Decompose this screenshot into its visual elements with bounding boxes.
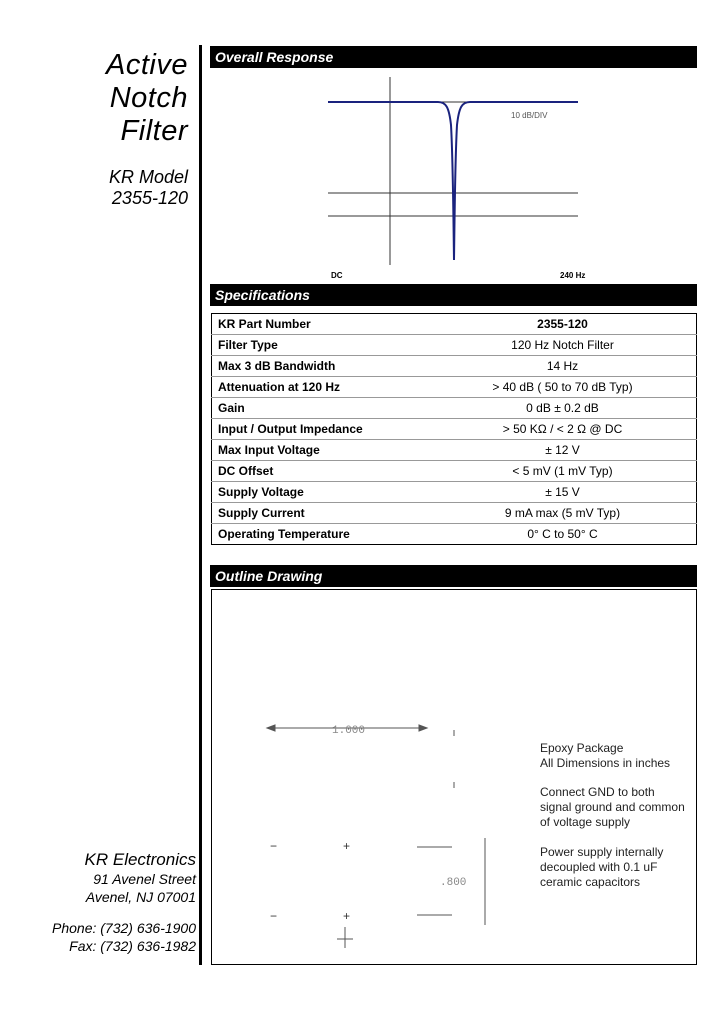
width-arrow-right [419, 725, 427, 731]
note-line: ceramic capacitors [540, 875, 641, 889]
spec-value: 9 mA max (5 mV Typ) [429, 503, 697, 524]
table-row [212, 482, 697, 503]
response-chart [320, 75, 590, 285]
model-number: 2355-120 [111, 188, 188, 208]
spec-value: 0 dB ± 0.2 dB [429, 398, 697, 419]
pin-plus-top: + [343, 839, 351, 853]
title-line-3: Filter [120, 115, 188, 147]
note-line: Power supply internally [540, 845, 664, 859]
spec-label: DC Offset [212, 461, 430, 482]
spec-label: Max 3 dB Bandwidth [212, 356, 430, 377]
outline-note-3 [540, 845, 663, 890]
section-header-specifications: Specifications [210, 284, 697, 306]
table-row [212, 503, 697, 524]
chart-x-left-label: DC [331, 271, 343, 280]
company-phone: Phone: (732) 636-1900 [52, 920, 196, 936]
spec-label: Operating Temperature [212, 524, 430, 545]
width-arrow-left [267, 725, 275, 731]
model-label: KR Model [108, 167, 188, 187]
outline-note-1 [540, 741, 670, 771]
table-row [212, 461, 697, 482]
height-dimension-value: .800 [440, 877, 467, 889]
spec-label: Supply Current [212, 503, 430, 524]
spec-value: > 50 KΩ / < 2 Ω @ DC [429, 419, 697, 440]
note-line: All Dimensions in inches [540, 756, 671, 770]
table-row [212, 314, 697, 335]
pin-minus-bottom: − [270, 909, 278, 923]
chart-scale-label: 10 dB/DIV [511, 111, 548, 120]
spec-value: > 40 dB ( 50 to 70 dB Typ) [429, 377, 697, 398]
note-line: of voltage supply [540, 815, 631, 829]
table-row [212, 356, 697, 377]
table-row [212, 440, 697, 461]
company-fax: Fax: (732) 636-1982 [69, 938, 196, 954]
table-row [212, 524, 697, 545]
spec-value: 120 Hz Notch Filter [429, 335, 697, 356]
spec-label: Attenuation at 120 Hz [212, 377, 430, 398]
spec-label: KR Part Number [212, 314, 430, 335]
section-header-outline: Outline Drawing [210, 565, 697, 587]
width-dimension-value: 1.000 [332, 725, 366, 737]
divider-line [199, 45, 202, 965]
spec-value: 2355-120 [429, 314, 697, 335]
outline-note-2 [540, 785, 685, 830]
table-row [212, 377, 697, 398]
outline-drawing [212, 590, 512, 964]
title-line-1: Active [106, 49, 188, 81]
spec-label: Gain [212, 398, 430, 419]
pin-minus-top: − [270, 839, 278, 853]
note-line: Connect GND to both [540, 785, 655, 799]
section-header-response: Overall Response [210, 46, 697, 68]
spec-label: Filter Type [212, 335, 430, 356]
note-line: signal ground and common [540, 800, 685, 814]
specs-table [211, 313, 697, 545]
spec-label: Max Input Voltage [212, 440, 430, 461]
table-row [212, 398, 697, 419]
company-city: Avenel, NJ 07001 [85, 889, 196, 905]
spec-label: Input / Output Impedance [212, 419, 430, 440]
spec-label: Supply Voltage [212, 482, 430, 503]
company-name: KR Electronics [84, 850, 196, 869]
note-line: decoupled with 0.1 uF [540, 860, 658, 874]
table-row [212, 335, 697, 356]
spec-value: ± 15 V [429, 482, 697, 503]
spec-value: ± 12 V [429, 440, 697, 461]
spec-value: 0° C to 50° C [429, 524, 697, 545]
spec-value: 14 Hz [429, 356, 697, 377]
company-street: 91 Avenel Street [93, 871, 196, 887]
chart-x-right-label: 240 Hz [560, 271, 586, 280]
note-line: Epoxy Package [540, 741, 624, 755]
table-row [212, 419, 697, 440]
title-line-2: Notch [109, 82, 188, 114]
pin-plus-bottom: + [343, 909, 351, 923]
spec-value: < 5 mV (1 mV Typ) [429, 461, 697, 482]
chart-response-curve [328, 102, 578, 260]
